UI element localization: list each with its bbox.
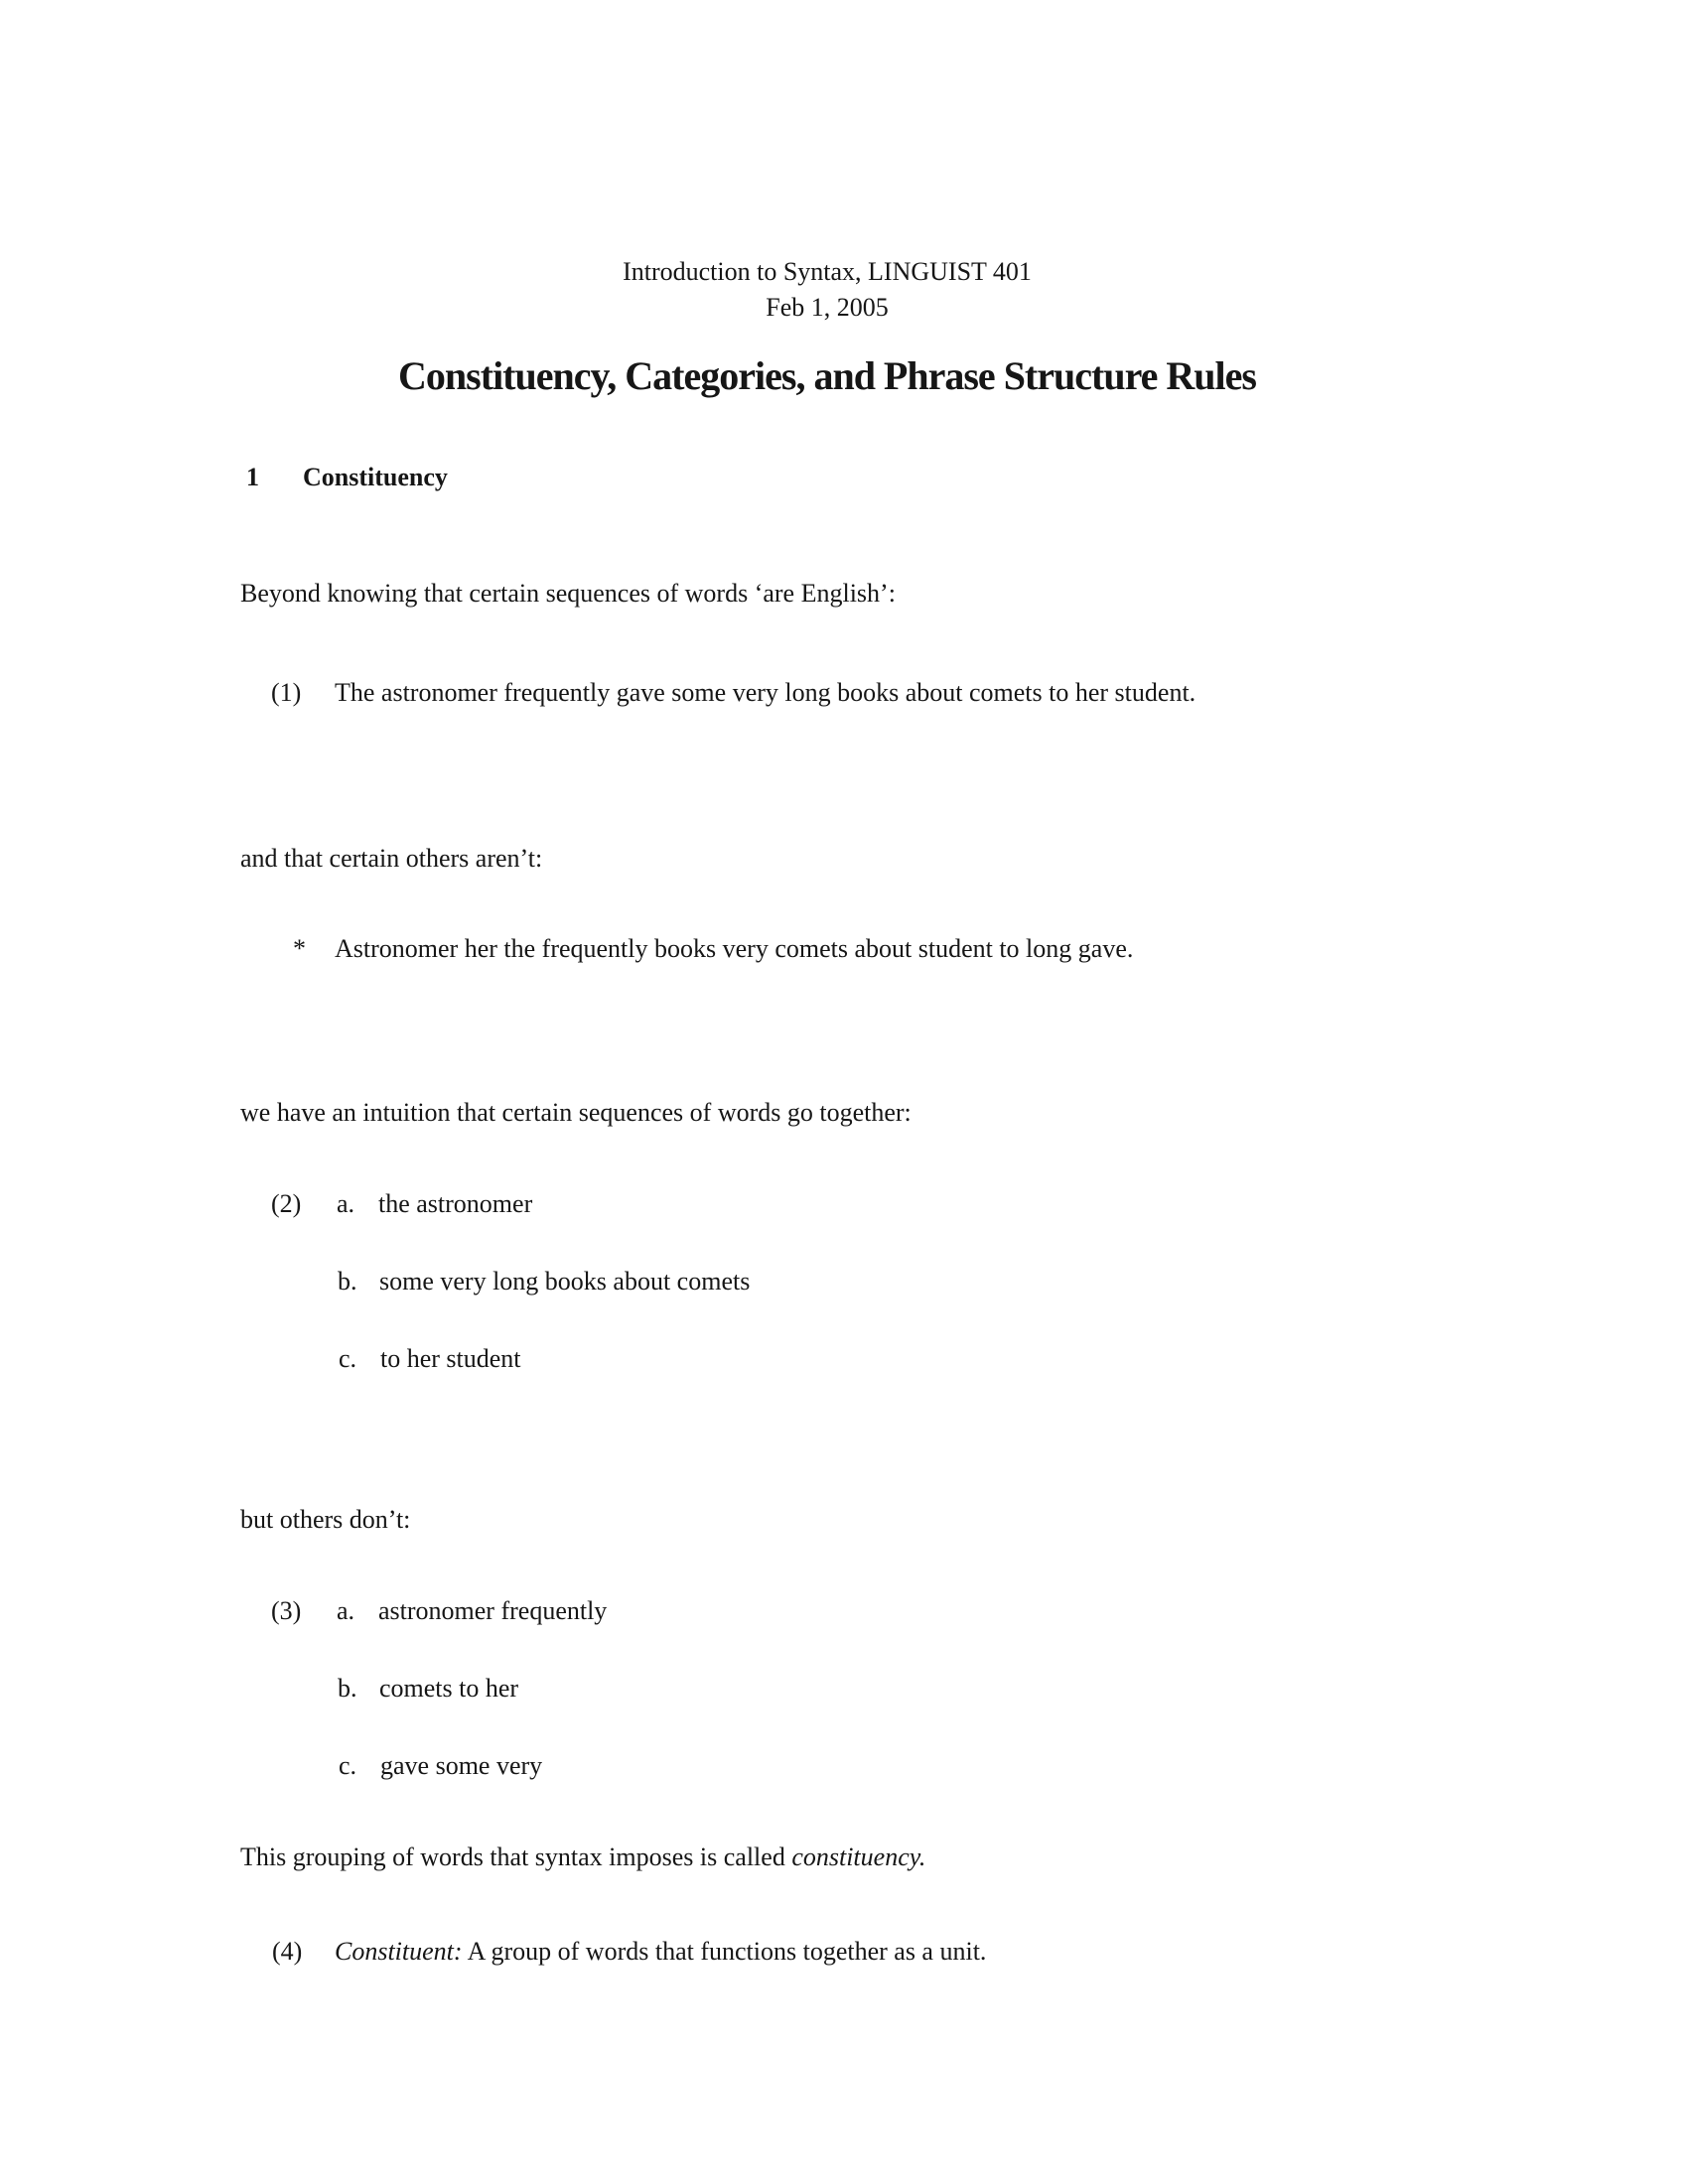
example-star-label: * bbox=[293, 934, 306, 963]
example-4 bbox=[0, 1937, 1688, 1971]
paragraph-intuition: we have an intuition that certain sequences of words go together: bbox=[240, 1098, 912, 1127]
example-1 bbox=[0, 678, 1688, 712]
example-3-item-a bbox=[0, 1596, 1688, 1630]
term-constituency-italic: constituency. bbox=[791, 1843, 926, 1871]
example-3-letter-a: a. bbox=[337, 1596, 355, 1625]
example-2-item-b bbox=[0, 1267, 1688, 1300]
example-2-item-a bbox=[0, 1189, 1688, 1223]
example-2-label: (2) bbox=[271, 1189, 302, 1218]
example-1-text: The astronomer frequently gave some very long books about comets to her student. bbox=[335, 678, 1196, 707]
example-3-label: (3) bbox=[271, 1596, 302, 1625]
example-3-letter-c: c. bbox=[339, 1751, 357, 1780]
example-star-text: Astronomer her the frequently books very comets about student to long gave. bbox=[335, 934, 1134, 963]
example-1-label: (1) bbox=[271, 678, 302, 707]
example-2-letter-b: b. bbox=[338, 1267, 357, 1296]
example-2-letter-a: a. bbox=[337, 1189, 355, 1218]
example-2-item-c bbox=[0, 1344, 1688, 1378]
example-4-text: A group of words that functions together as a unit. bbox=[462, 1937, 987, 1966]
example-3-item-c bbox=[0, 1751, 1688, 1785]
example-4-definition bbox=[335, 1937, 986, 1967]
section-title: Constituency bbox=[303, 463, 448, 491]
paragraph-grouping-text: This grouping of words that syntax imposes is called bbox=[240, 1843, 792, 1871]
page-title: Constituency, Categories, and Phrase Structure Rules bbox=[398, 353, 1256, 398]
example-3-text-a: astronomer frequently bbox=[378, 1596, 608, 1625]
example-2-text-a: the astronomer bbox=[378, 1189, 533, 1218]
header-date-line: Feb 1, 2005 bbox=[766, 293, 889, 322]
header-course-line: Introduction to Syntax, LINGUIST 401 bbox=[623, 257, 1032, 286]
example-3-item-b bbox=[0, 1674, 1688, 1707]
example-2-letter-c: c. bbox=[339, 1344, 357, 1373]
example-2-text-c: to her student bbox=[380, 1344, 521, 1373]
paragraph-certain-others: and that certain others aren’t: bbox=[240, 844, 543, 873]
example-star bbox=[0, 934, 1688, 968]
paragraph-beyond-knowing: Beyond knowing that certain sequences of words ‘are English’: bbox=[240, 579, 896, 608]
section-heading bbox=[0, 463, 1688, 496]
paragraph-but-others: but others don’t: bbox=[240, 1505, 411, 1534]
example-3-letter-b: b. bbox=[338, 1674, 357, 1703]
example-4-label: (4) bbox=[272, 1937, 303, 1966]
section-number: 1 bbox=[246, 463, 259, 491]
paragraph-grouping bbox=[240, 1843, 925, 1872]
example-2-text-b: some very long books about comets bbox=[379, 1267, 751, 1296]
example-3-text-c: gave some very bbox=[380, 1751, 543, 1780]
term-constituent-italic: Constituent: bbox=[335, 1937, 463, 1966]
example-3-text-b: comets to her bbox=[379, 1674, 519, 1703]
